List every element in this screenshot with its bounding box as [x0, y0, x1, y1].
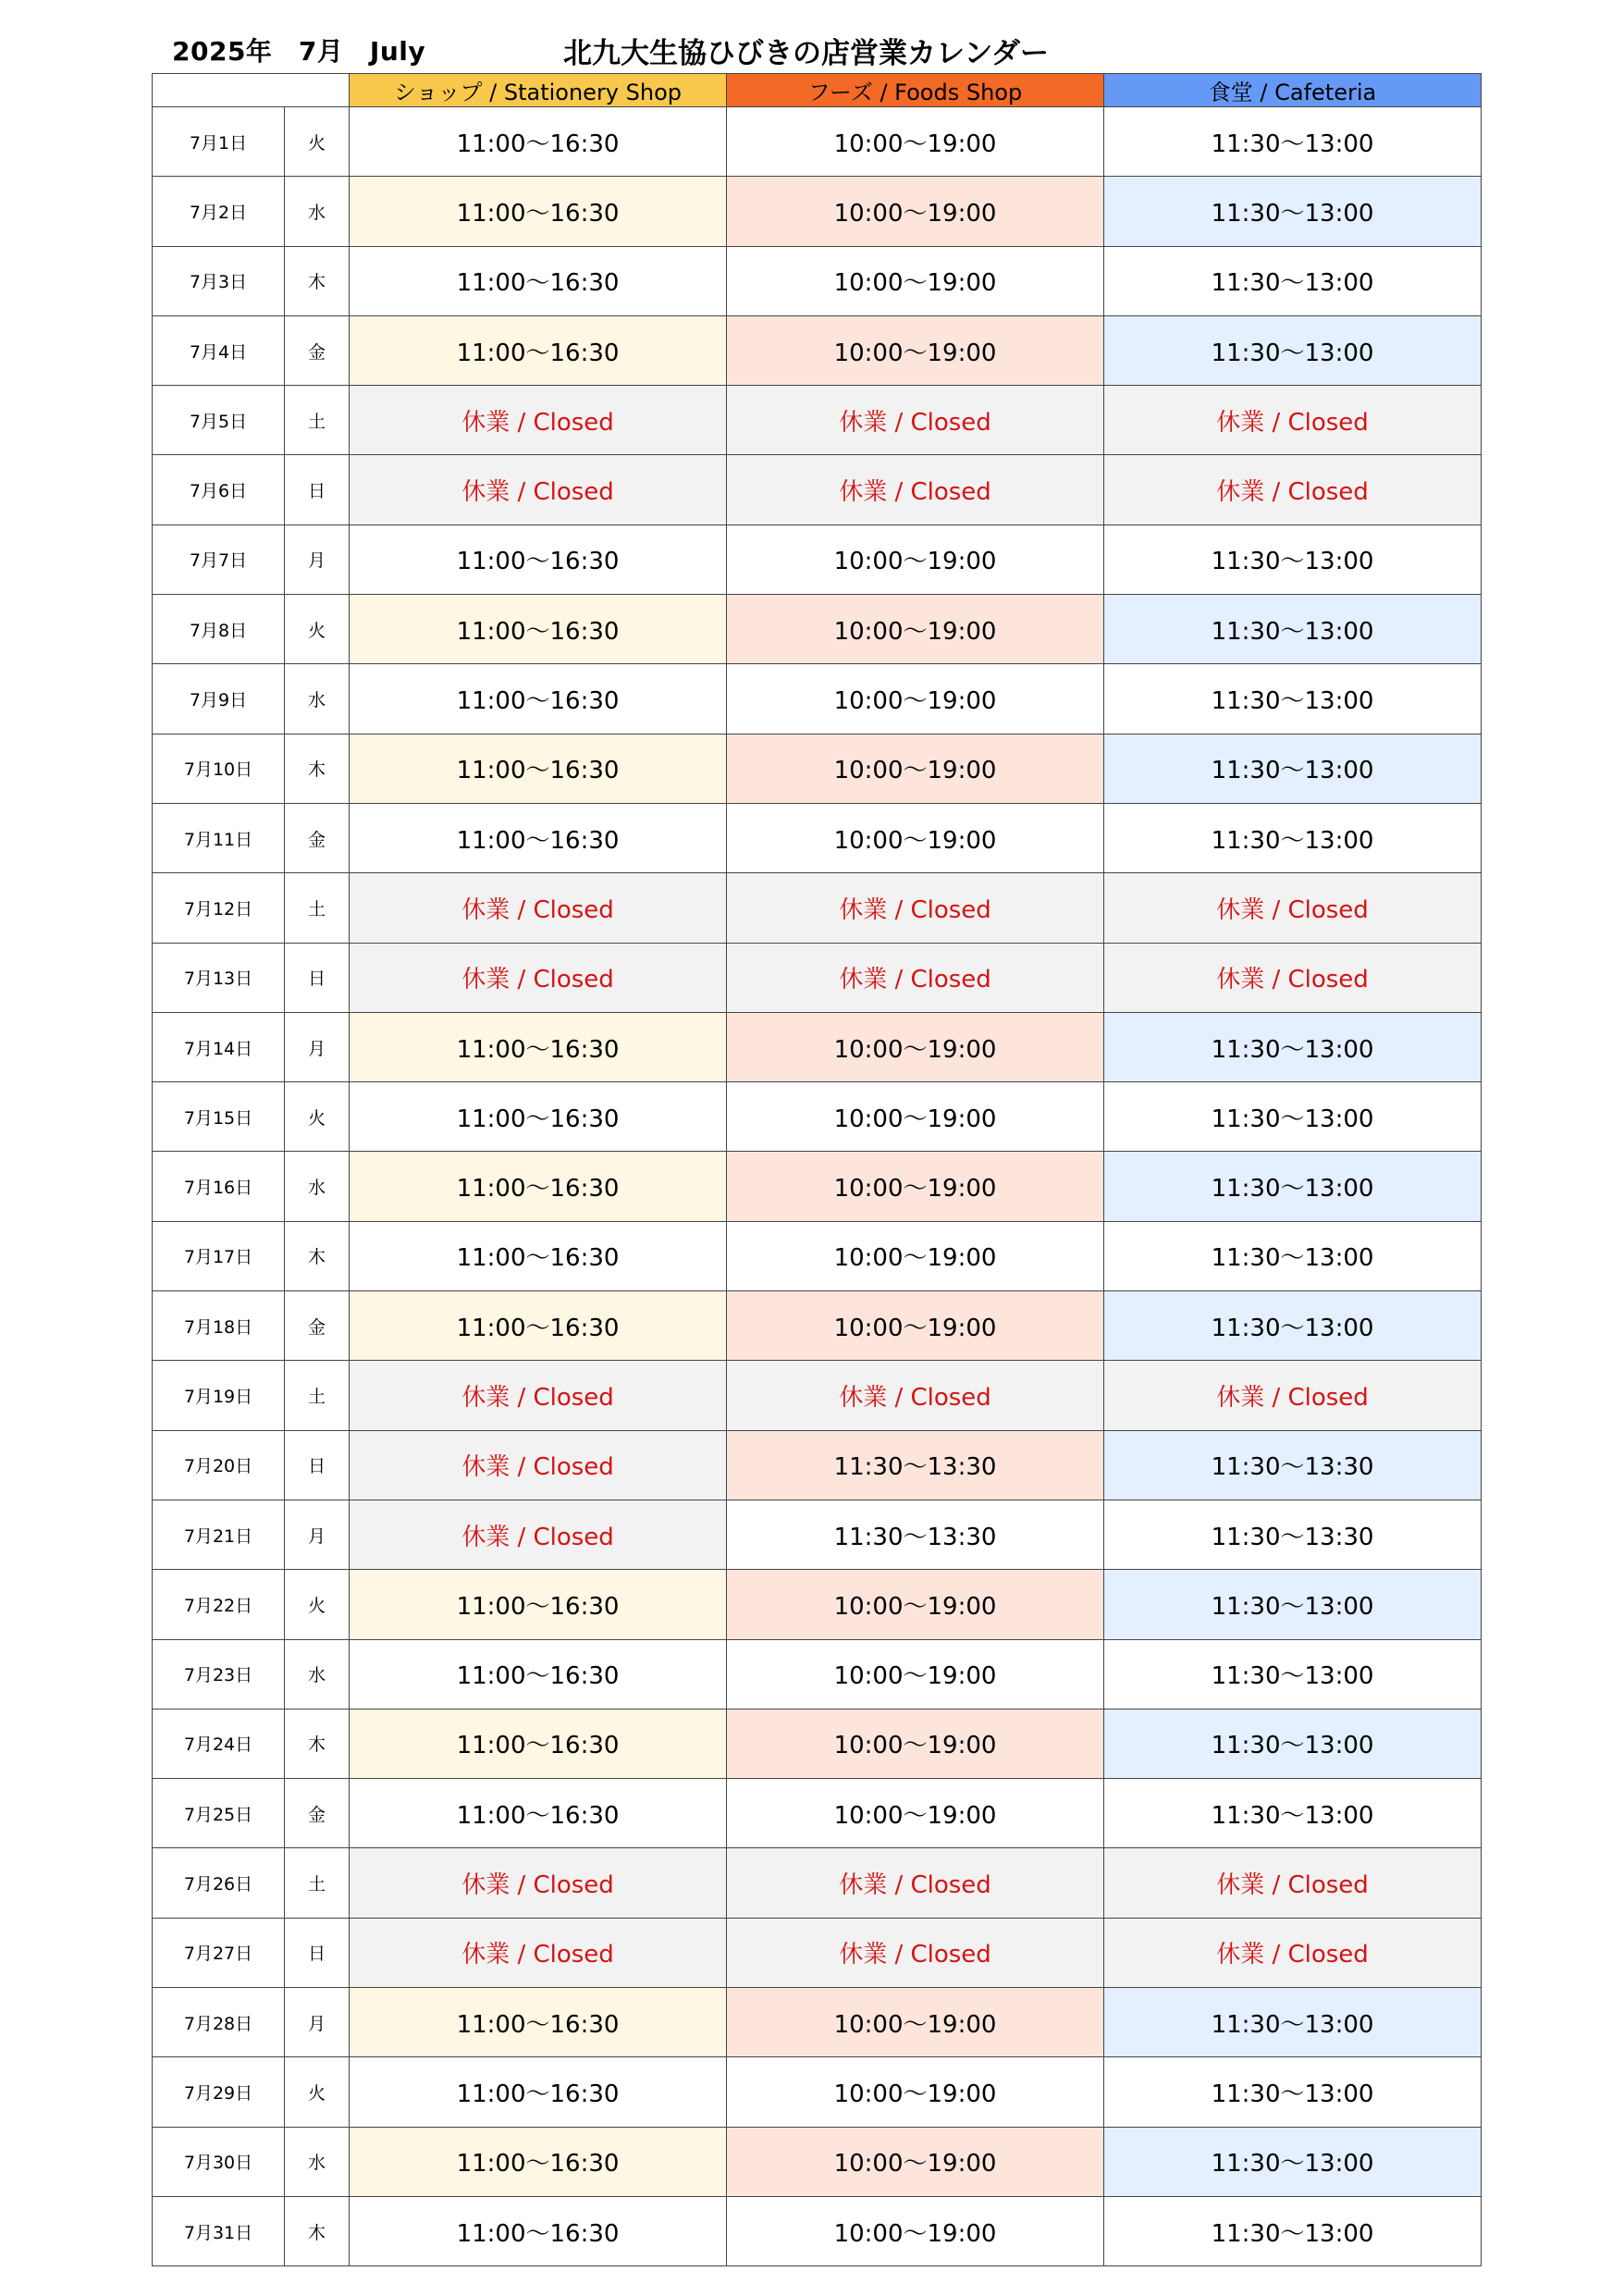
cafeteria-hours-cell: 11:30〜13:00	[1104, 177, 1482, 246]
weekday-cell: 水	[285, 2127, 350, 2196]
weekday-cell: 水	[285, 1152, 350, 1221]
weekday-cell: 木	[285, 1709, 350, 1778]
cafeteria-hours-cell: 11:30〜13:00	[1104, 246, 1482, 315]
shop-hours-cell: 休業 / Closed	[350, 455, 727, 525]
foods-hours-cell: 10:00〜19:00	[727, 664, 1104, 734]
shop-hours-cell: 休業 / Closed	[350, 1361, 727, 1430]
column-header-foods: フーズ / Foods Shop	[727, 74, 1104, 107]
weekday-cell: 火	[285, 595, 350, 664]
cafeteria-hours-cell: 11:30〜13:00	[1104, 1221, 1482, 1290]
date-cell: 7月19日	[153, 1361, 285, 1430]
weekday-cell: 月	[285, 1500, 350, 1569]
weekday-cell: 土	[285, 386, 350, 455]
shop-hours-cell: 11:00〜16:30	[350, 246, 727, 315]
hours-calendar-table	[152, 73, 1482, 2266]
cafeteria-hours-cell: 11:30〜13:00	[1104, 1709, 1482, 1778]
foods-hours-cell: 10:00〜19:00	[727, 1221, 1104, 1290]
foods-hours-cell: 10:00〜19:00	[727, 1570, 1104, 1639]
shop-hours-cell: 11:00〜16:30	[350, 1221, 727, 1290]
shop-hours-cell: 11:00〜16:30	[350, 595, 727, 664]
cafeteria-hours-cell: 休業 / Closed	[1104, 1918, 1482, 1987]
weekday-cell: 水	[285, 664, 350, 734]
foods-hours-cell: 10:00〜19:00	[727, 1709, 1104, 1778]
cafeteria-hours-cell: 休業 / Closed	[1104, 943, 1482, 1012]
cafeteria-hours-cell: 11:30〜13:00	[1104, 734, 1482, 803]
date-cell: 7月14日	[153, 1012, 285, 1081]
page-header	[172, 30, 1485, 70]
table-row	[153, 595, 1482, 664]
table-row	[153, 1012, 1482, 1081]
date-cell: 7月12日	[153, 873, 285, 943]
weekday-cell: 月	[285, 1988, 350, 2057]
table-row	[153, 1779, 1482, 1848]
date-cell: 7月26日	[153, 1848, 285, 1918]
date-cell: 7月31日	[153, 2196, 285, 2265]
weekday-cell: 火	[285, 2057, 350, 2127]
date-cell: 7月6日	[153, 455, 285, 525]
table-row	[153, 177, 1482, 246]
date-cell: 7月16日	[153, 1152, 285, 1221]
date-cell: 7月18日	[153, 1291, 285, 1361]
date-cell: 7月1日	[153, 107, 285, 177]
table-row	[153, 107, 1482, 177]
shop-hours-cell: 11:00〜16:30	[350, 1152, 727, 1221]
cafeteria-hours-cell: 休業 / Closed	[1104, 455, 1482, 525]
table-row	[153, 2196, 1482, 2265]
shop-hours-cell: 11:00〜16:30	[350, 107, 727, 177]
shop-hours-cell: 11:00〜16:30	[350, 1570, 727, 1639]
table-row	[153, 1709, 1482, 1778]
weekday-cell: 木	[285, 2196, 350, 2265]
cafeteria-hours-cell: 休業 / Closed	[1104, 873, 1482, 943]
weekday-cell: 月	[285, 525, 350, 594]
foods-hours-cell: 休業 / Closed	[727, 1848, 1104, 1918]
foods-hours-cell: 10:00〜19:00	[727, 315, 1104, 385]
cafeteria-hours-cell: 11:30〜13:00	[1104, 595, 1482, 664]
foods-hours-cell: 10:00〜19:00	[727, 2127, 1104, 2196]
date-cell: 7月27日	[153, 1918, 285, 1987]
date-cell: 7月20日	[153, 1430, 285, 1500]
date-cell: 7月21日	[153, 1500, 285, 1569]
weekday-cell: 木	[285, 734, 350, 803]
table-row	[153, 1848, 1482, 1918]
table-row	[153, 1082, 1482, 1152]
cafeteria-hours-cell: 11:30〜13:00	[1104, 1988, 1482, 2057]
date-cell: 7月8日	[153, 595, 285, 664]
date-cell: 7月17日	[153, 1221, 285, 1290]
weekday-cell: 木	[285, 246, 350, 315]
table-row	[153, 1152, 1482, 1221]
foods-hours-cell: 10:00〜19:00	[727, 734, 1104, 803]
cafeteria-hours-cell: 11:30〜13:30	[1104, 1500, 1482, 1569]
foods-hours-cell: 休業 / Closed	[727, 455, 1104, 525]
weekday-cell: 火	[285, 1570, 350, 1639]
header-blank-cell	[153, 74, 350, 107]
date-cell: 7月13日	[153, 943, 285, 1012]
weekday-cell: 土	[285, 873, 350, 943]
shop-hours-cell: 休業 / Closed	[350, 1430, 727, 1500]
table-row	[153, 315, 1482, 385]
foods-hours-cell: 10:00〜19:00	[727, 1082, 1104, 1152]
cafeteria-hours-cell: 休業 / Closed	[1104, 1848, 1482, 1918]
shop-hours-cell: 11:00〜16:30	[350, 1012, 727, 1081]
shop-hours-cell: 休業 / Closed	[350, 386, 727, 455]
cafeteria-hours-cell: 11:30〜13:00	[1104, 1012, 1482, 1081]
foods-hours-cell: 10:00〜19:00	[727, 1639, 1104, 1709]
date-cell: 7月25日	[153, 1779, 285, 1848]
date-cell: 7月15日	[153, 1082, 285, 1152]
weekday-cell: 日	[285, 1430, 350, 1500]
cafeteria-hours-cell: 休業 / Closed	[1104, 386, 1482, 455]
cafeteria-hours-cell: 11:30〜13:00	[1104, 803, 1482, 872]
shop-hours-cell: 休業 / Closed	[350, 943, 727, 1012]
date-cell: 7月28日	[153, 1988, 285, 2057]
table-row	[153, 2057, 1482, 2127]
weekday-cell: 金	[285, 803, 350, 872]
table-row	[153, 1500, 1482, 1569]
cafeteria-hours-cell: 11:30〜13:00	[1104, 2196, 1482, 2265]
table-row	[153, 1570, 1482, 1639]
table-row	[153, 1988, 1482, 2057]
page-title: 北九大生協ひびきの店営業カレンダー	[563, 37, 1049, 70]
shop-hours-cell: 11:00〜16:30	[350, 664, 727, 734]
foods-hours-cell: 休業 / Closed	[727, 1918, 1104, 1987]
cafeteria-hours-cell: 11:30〜13:00	[1104, 2057, 1482, 2127]
cafeteria-hours-cell: 11:30〜13:00	[1104, 1639, 1482, 1709]
weekday-cell: 火	[285, 107, 350, 177]
foods-hours-cell: 10:00〜19:00	[727, 803, 1104, 872]
header-row	[153, 74, 1482, 107]
shop-hours-cell: 11:00〜16:30	[350, 1082, 727, 1152]
date-cell: 7月30日	[153, 2127, 285, 2196]
table-row	[153, 943, 1482, 1012]
date-cell: 7月24日	[153, 1709, 285, 1778]
table-row	[153, 734, 1482, 803]
foods-hours-cell: 10:00〜19:00	[727, 1152, 1104, 1221]
cafeteria-hours-cell: 11:30〜13:00	[1104, 315, 1482, 385]
cafeteria-hours-cell: 休業 / Closed	[1104, 1361, 1482, 1430]
date-cell: 7月23日	[153, 1639, 285, 1709]
date-cell: 7月4日	[153, 315, 285, 385]
shop-hours-cell: 11:00〜16:30	[350, 315, 727, 385]
cafeteria-hours-cell: 11:30〜13:00	[1104, 1570, 1482, 1639]
calendar-body	[153, 107, 1482, 2266]
foods-hours-cell: 10:00〜19:00	[727, 595, 1104, 664]
date-cell: 7月11日	[153, 803, 285, 872]
weekday-cell: 金	[285, 1779, 350, 1848]
column-header-cafeteria: 食堂 / Cafeteria	[1104, 74, 1482, 107]
date-cell: 7月3日	[153, 246, 285, 315]
foods-hours-cell: 10:00〜19:00	[727, 1291, 1104, 1361]
shop-hours-cell: 休業 / Closed	[350, 1918, 727, 1987]
foods-hours-cell: 休業 / Closed	[727, 386, 1104, 455]
foods-hours-cell: 休業 / Closed	[727, 943, 1104, 1012]
table-row	[153, 1430, 1482, 1500]
shop-hours-cell: 11:00〜16:30	[350, 1988, 727, 2057]
shop-hours-cell: 11:00〜16:30	[350, 1291, 727, 1361]
date-cell: 7月10日	[153, 734, 285, 803]
table-row	[153, 664, 1482, 734]
shop-hours-cell: 11:00〜16:30	[350, 1639, 727, 1709]
foods-hours-cell: 10:00〜19:00	[727, 177, 1104, 246]
cafeteria-hours-cell: 11:30〜13:00	[1104, 1779, 1482, 1848]
date-cell: 7月9日	[153, 664, 285, 734]
weekday-cell: 水	[285, 177, 350, 246]
shop-hours-cell: 11:00〜16:30	[350, 734, 727, 803]
foods-hours-cell: 休業 / Closed	[727, 873, 1104, 943]
weekday-cell: 木	[285, 1221, 350, 1290]
weekday-cell: 水	[285, 1639, 350, 1709]
weekday-cell: 月	[285, 1012, 350, 1081]
table-row	[153, 1918, 1482, 1987]
foods-hours-cell: 10:00〜19:00	[727, 525, 1104, 594]
cafeteria-hours-cell: 11:30〜13:00	[1104, 664, 1482, 734]
table-row	[153, 1221, 1482, 1290]
weekday-cell: 土	[285, 1848, 350, 1918]
table-row	[153, 1361, 1482, 1430]
shop-hours-cell: 11:00〜16:30	[350, 525, 727, 594]
shop-hours-cell: 11:00〜16:30	[350, 2057, 727, 2127]
column-header-shop: ショップ / Stationery Shop	[350, 74, 727, 107]
weekday-cell: 土	[285, 1361, 350, 1430]
shop-hours-cell: 11:00〜16:30	[350, 1709, 727, 1778]
foods-hours-cell: 10:00〜19:00	[727, 1988, 1104, 2057]
shop-hours-cell: 休業 / Closed	[350, 1500, 727, 1569]
shop-hours-cell: 休業 / Closed	[350, 1848, 727, 1918]
shop-hours-cell: 11:00〜16:30	[350, 803, 727, 872]
weekday-cell: 日	[285, 943, 350, 1012]
table-row	[153, 386, 1482, 455]
date-cell: 7月5日	[153, 386, 285, 455]
foods-hours-cell: 10:00〜19:00	[727, 1012, 1104, 1081]
table-row	[153, 455, 1482, 525]
shop-hours-cell: 11:00〜16:30	[350, 1779, 727, 1848]
weekday-cell: 日	[285, 1918, 350, 1987]
cafeteria-hours-cell: 11:30〜13:00	[1104, 1291, 1482, 1361]
cafeteria-hours-cell: 11:30〜13:00	[1104, 107, 1482, 177]
cafeteria-hours-cell: 11:30〜13:00	[1104, 525, 1482, 594]
foods-hours-cell: 休業 / Closed	[727, 1361, 1104, 1430]
shop-hours-cell: 休業 / Closed	[350, 873, 727, 943]
table-row	[153, 1639, 1482, 1709]
weekday-cell: 金	[285, 315, 350, 385]
weekday-cell: 火	[285, 1082, 350, 1152]
weekday-cell: 日	[285, 455, 350, 525]
table-row	[153, 2127, 1482, 2196]
weekday-cell: 金	[285, 1291, 350, 1361]
foods-hours-cell: 11:30〜13:30	[727, 1430, 1104, 1500]
foods-hours-cell: 10:00〜19:00	[727, 246, 1104, 315]
shop-hours-cell: 11:00〜16:30	[350, 2196, 727, 2265]
cafeteria-hours-cell: 11:30〜13:00	[1104, 1082, 1482, 1152]
foods-hours-cell: 10:00〜19:00	[727, 1779, 1104, 1848]
table-row	[153, 246, 1482, 315]
foods-hours-cell: 10:00〜19:00	[727, 107, 1104, 177]
foods-hours-cell: 10:00〜19:00	[727, 2196, 1104, 2265]
date-cell: 7月7日	[153, 525, 285, 594]
date-cell: 7月29日	[153, 2057, 285, 2127]
foods-hours-cell: 11:30〜13:30	[727, 1500, 1104, 1569]
cafeteria-hours-cell: 11:30〜13:00	[1104, 2127, 1482, 2196]
table-row	[153, 525, 1482, 594]
date-cell: 7月2日	[153, 177, 285, 246]
date-cell: 7月22日	[153, 1570, 285, 1639]
cafeteria-hours-cell: 11:30〜13:00	[1104, 1152, 1482, 1221]
foods-hours-cell: 10:00〜19:00	[727, 2057, 1104, 2127]
table-row	[153, 803, 1482, 872]
table-row	[153, 873, 1482, 943]
table-row	[153, 1291, 1482, 1361]
month-label: 2025年 7月 July	[172, 36, 426, 67]
shop-hours-cell: 11:00〜16:30	[350, 2127, 727, 2196]
shop-hours-cell: 11:00〜16:30	[350, 177, 727, 246]
cafeteria-hours-cell: 11:30〜13:30	[1104, 1430, 1482, 1500]
